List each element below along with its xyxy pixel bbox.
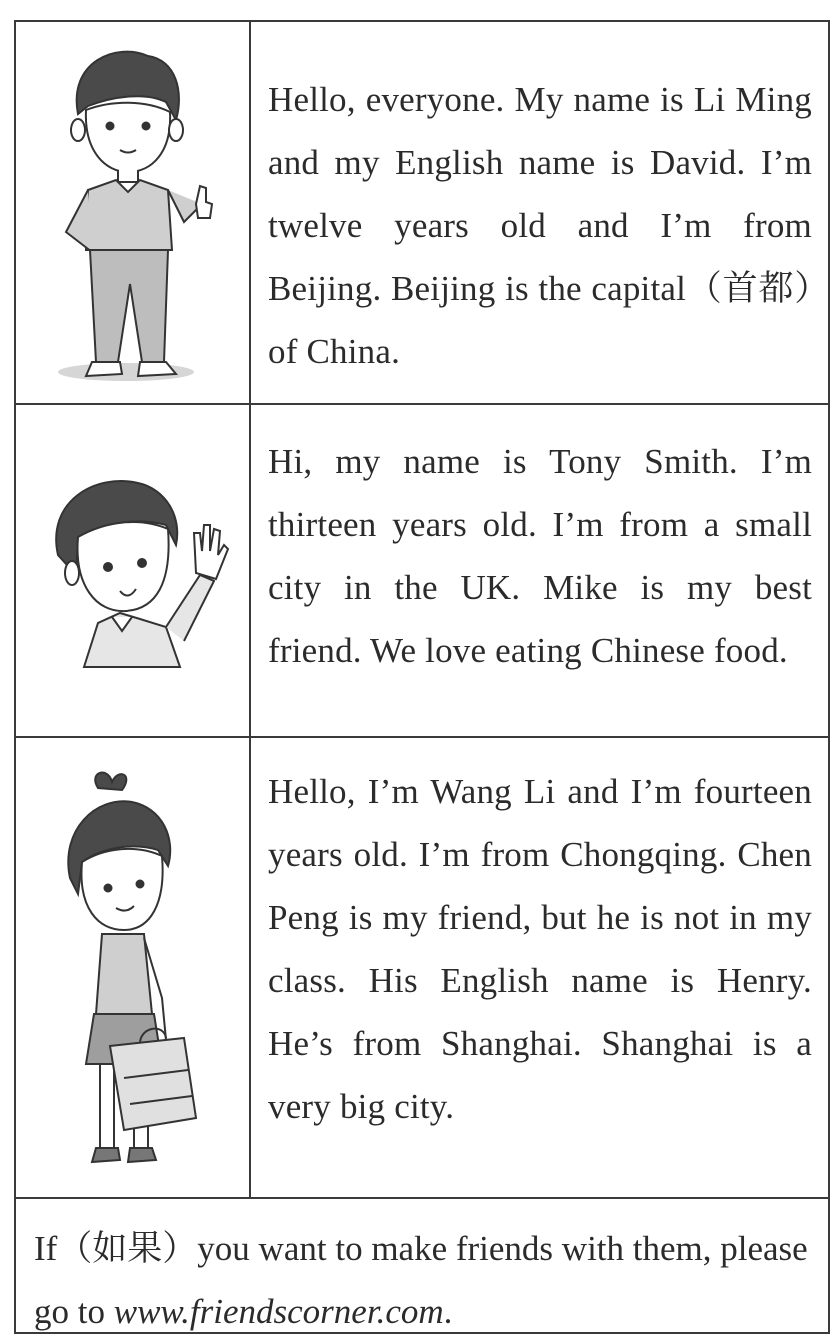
profile-text: Hi, my name is Tony Smith. I’m thirteen years old. I’m from a small city in the UK. Mike is my best friend. We love eating Chinese food. — [268, 442, 812, 670]
footer-note — [16, 1199, 828, 1332]
illustration-cell — [16, 738, 251, 1197]
profile-row-wang-li — [16, 738, 828, 1199]
profile-text: Hello, everyone. My name is Li Ming and my English name is David. I’m twelve years old and I’m from Beijing. Beijing is the capital（首都）of China. — [268, 80, 812, 371]
profile-row-li-ming — [16, 22, 828, 405]
boy-thumbs-up-illustration — [16, 22, 251, 403]
footer-paragraph — [34, 1217, 814, 1343]
website-link[interactable]: www.friendscorner.com — [113, 1292, 444, 1331]
illustration-cell — [16, 22, 251, 403]
boy-waving-illustration — [16, 405, 251, 736]
profiles-table — [14, 20, 830, 1334]
footer-end: . — [443, 1292, 453, 1331]
girl-with-schoolbag-illustration — [16, 738, 251, 1197]
footer-text: If（如果）you want to make friends with them, please go to — [34, 1229, 808, 1331]
profile-row-tony-smith — [16, 405, 828, 738]
illustration-cell — [16, 405, 251, 736]
profile-text: Hello, I’m Wang Li and I’m fourteen years old. I’m from Chongqing. Chen Peng is my friend, but he is not in my class. His English name is Henry. He’s from Shanghai. Shanghai is a very big city. — [268, 772, 812, 1126]
